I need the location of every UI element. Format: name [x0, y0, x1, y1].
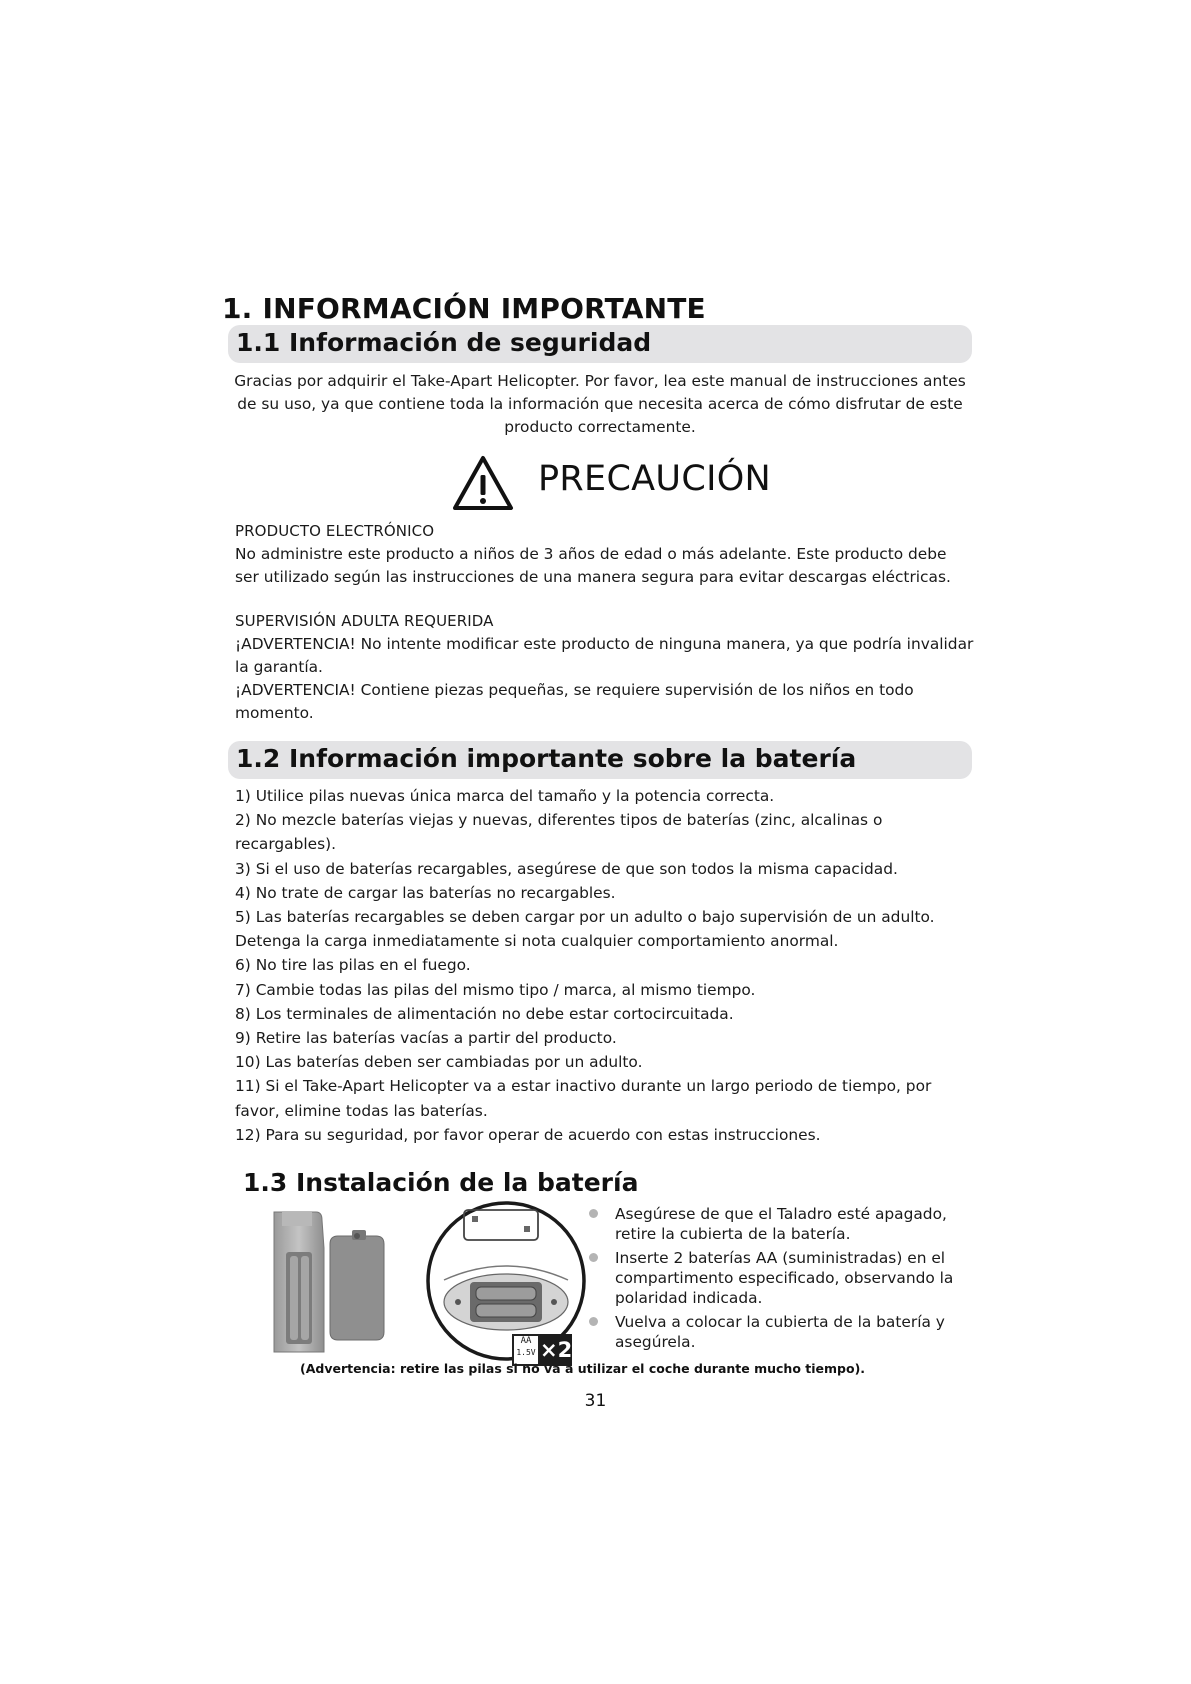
supervision-block: [235, 610, 975, 725]
bullet-dot-icon: [589, 1317, 598, 1326]
list-item: 4) No trate de cargar las baterías no recargables.: [235, 883, 616, 902]
aa-battery-voltage: 1.5V: [516, 1348, 536, 1357]
list-item: 2) No mezcle baterías viejas y nuevas, diferentes tipos de baterías (zinc, alcalinas o recargables).: [235, 811, 883, 854]
section-1-1-title: 1.1 Información de seguridad: [236, 328, 652, 357]
caution-label: PRECAUCIÓN: [538, 459, 772, 499]
main-heading: 1. INFORMACIÓN IMPORTANTE: [222, 292, 706, 325]
battery-info-list: [235, 784, 975, 1147]
electronic-product-label: PRODUCTO ELECTRÓNICO: [235, 522, 435, 540]
list-item: 7) Cambie todas las pilas del mismo tipo / marca, al mismo tiempo.: [235, 980, 756, 999]
aa-battery-type: AA: [520, 1336, 532, 1346]
list-item: 11) Si el Take-Apart Helicopter va a estar inactivo durante un largo periodo de tiempo, por favor, elimine todas las baterías.: [235, 1077, 932, 1120]
electronic-product-text: No administre este producto a niños de 3 años de edad o más adelante. Este producto debe ser utilizado según las instrucciones de una manera segura para evitar descargas eléctricas.: [235, 545, 951, 586]
step-text: Vuelva a colocar la cubierta de la batería y asegúrela.: [615, 1313, 945, 1351]
battery-count-badge: ×2: [540, 1334, 572, 1366]
page-number: 31: [584, 1391, 607, 1411]
section-1-2-title: 1.2 Información importante sobre la batería: [236, 744, 857, 773]
list-item: [585, 1204, 985, 1244]
step-text: Asegúrese de que el Taladro esté apagado, retire la cubierta de la batería.: [615, 1205, 947, 1243]
supervision-label: SUPERVISIÓN ADULTA REQUERIDA: [235, 612, 494, 630]
bullet-dot-icon: [589, 1209, 598, 1218]
list-item: 3) Si el uso de baterías recargables, asegúrese de que son todos la misma capacidad.: [235, 859, 898, 878]
supervision-warning-2: ¡ADVERTENCIA! Contiene piezas pequeñas, se requiere supervisión de los niños en todo momento.: [235, 681, 914, 722]
installation-steps: [585, 1204, 985, 1356]
supervision-warning-1: ¡ADVERTENCIA! No intente modificar este producto de ninguna manera, ya que podría invalidar la garantía.: [235, 635, 974, 676]
list-item: 9) Retire las baterías vacías a partir del producto.: [235, 1029, 617, 1048]
remote-controller-illustration: [268, 1208, 392, 1356]
step-text: Inserte 2 baterías AA (suministradas) en el compartimento especificado, observando la polaridad indicada.: [615, 1249, 954, 1307]
battery-removal-warning: (Advertencia: retire las pilas si no va a utilizar el coche durante mucho tiempo).: [300, 1361, 866, 1376]
bullet-dot-icon: [589, 1253, 598, 1262]
warning-triangle-icon: [452, 455, 514, 511]
list-item: 10) Las baterías deben ser cambiadas por un adulto.: [235, 1053, 643, 1072]
list-item: [585, 1312, 985, 1352]
list-item: 1) Utilice pilas nuevas única marca del tamaño y la potencia correcta.: [235, 787, 775, 805]
list-item: 8) Los terminales de alimentación no debe estar cortocircuitada.: [235, 1004, 734, 1023]
section-1-3-title: 1.3 Instalación de la batería: [243, 1168, 639, 1197]
list-item: [585, 1248, 985, 1308]
intro-paragraph: Gracias por adquirir el Take-Apart Helicopter. Por favor, lea este manual de instrucciones antes de su uso, ya que contiene toda la información que necesita acerca de cómo disfrutar de este producto correctamente.: [234, 372, 966, 436]
electronic-product-block: [235, 520, 975, 589]
list-item: 5) Las baterías recargables se deben cargar por un adulto o bajo supervisión de un adulto. Detenga la carga inmediatamente si nota cualquier comportamiento anormal.: [235, 908, 935, 951]
list-item: 12) Para su seguridad, por favor operar de acuerdo con estas instrucciones.: [235, 1125, 821, 1144]
list-item: 6) No tire las pilas en el fuego.: [235, 956, 471, 975]
